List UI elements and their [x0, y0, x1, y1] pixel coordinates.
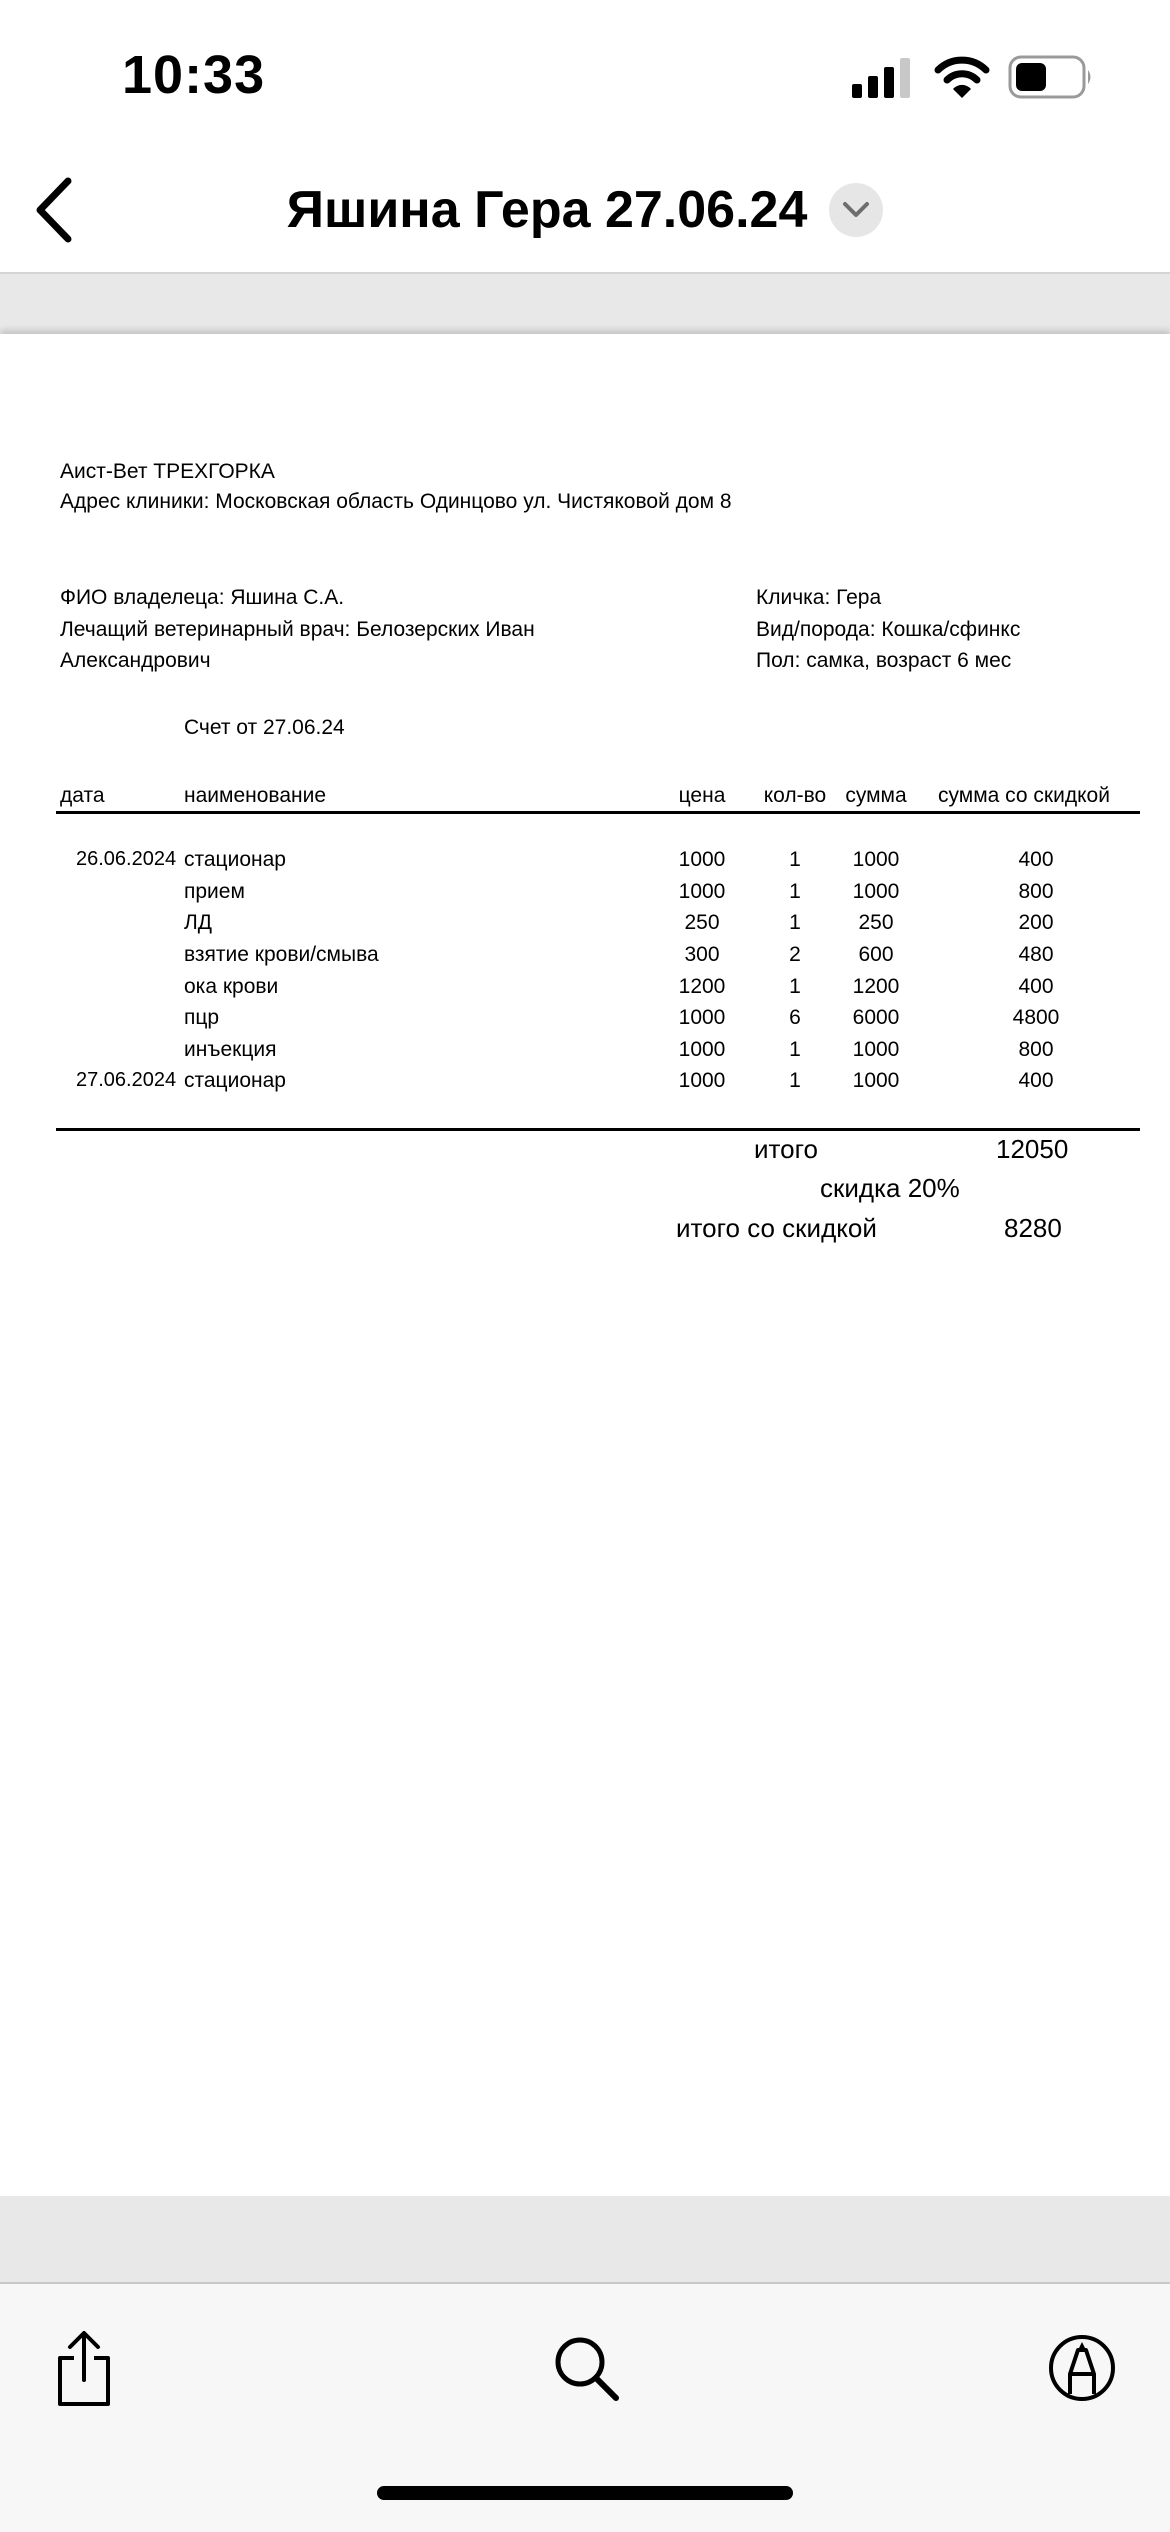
discounted-total-value: 8280	[1004, 1213, 1062, 1243]
row-discounted: 400	[1018, 975, 1054, 998]
discount-label: скидка 20%	[820, 1173, 960, 1203]
row-sum: 250	[858, 911, 894, 934]
row-discounted: 4800	[1012, 1006, 1060, 1029]
search-button[interactable]	[544, 2326, 628, 2410]
markup-pen-icon	[1048, 2334, 1116, 2402]
owner-name: ФИО владелеца: Яшина С.А.	[60, 586, 345, 609]
row-sum: 600	[858, 943, 894, 966]
clinic-name: Аист-Вет ТРЕХГОРКА	[60, 460, 275, 483]
viewer-gutter-top	[0, 274, 1170, 334]
document-page[interactable]	[0, 334, 1170, 2196]
header-price: цена	[678, 784, 726, 807]
row-date: 27.06.2024	[76, 1069, 177, 1091]
row-sum: 1000	[852, 848, 900, 871]
total-label: итого	[754, 1134, 818, 1164]
row-discounted: 400	[1018, 1069, 1054, 1092]
row-price: 1000	[678, 1038, 726, 1061]
row-sum: 1200	[852, 975, 900, 998]
header-qty: кол-во	[763, 784, 827, 807]
row-name: взятие крови/смыва	[184, 943, 379, 966]
table-bottom-rule	[56, 1128, 1140, 1131]
row-qty: 1	[789, 1069, 801, 1092]
row-qty: 1	[789, 911, 801, 934]
viewer-gutter-bottom	[0, 2196, 1170, 2284]
wifi-icon	[934, 54, 990, 100]
row-price: 1000	[678, 848, 726, 871]
row-qty: 1	[789, 1038, 801, 1061]
row-sum: 1000	[852, 880, 900, 903]
row-qty: 6	[789, 1006, 801, 1029]
row-qty: 1	[789, 975, 801, 998]
row-price: 1000	[678, 880, 726, 903]
pet-breed: Вид/порода: Кошка/сфинкс	[756, 618, 1021, 641]
doctor-name-line2: Александрович	[60, 649, 211, 672]
total-value: 12050	[996, 1134, 1069, 1164]
invoice-title: Счет от 27.06.24	[184, 716, 345, 739]
row-price: 250	[684, 911, 720, 934]
header-date: дата	[60, 784, 105, 807]
row-name: пцр	[184, 1006, 220, 1029]
clinic-address: Адрес клиники: Московская область Одинцово ул. Чистяковой дом 8	[60, 490, 732, 513]
header-rule	[56, 811, 1140, 814]
pet-name: Кличка: Гера	[756, 586, 882, 609]
cellular-signal-icon	[852, 58, 914, 98]
row-discounted: 400	[1018, 848, 1054, 871]
row-price: 1000	[678, 1069, 726, 1092]
row-discounted: 200	[1018, 911, 1054, 934]
discounted-total-label: итого со скидкой	[676, 1213, 877, 1243]
title-menu-button[interactable]	[829, 183, 883, 237]
row-discounted: 480	[1018, 943, 1054, 966]
status-bar	[0, 0, 1170, 150]
battery-icon	[1008, 54, 1094, 100]
row-name: ЛД	[184, 911, 213, 934]
navigation-bar	[0, 150, 1170, 274]
nav-title-area	[0, 170, 1170, 250]
row-name: стационар	[184, 848, 286, 871]
status-time: 10:33	[122, 45, 266, 105]
row-qty: 1	[789, 848, 801, 871]
row-price: 1000	[678, 1006, 726, 1029]
search-icon	[552, 2334, 620, 2402]
row-sum: 6000	[852, 1006, 900, 1029]
row-discounted: 800	[1018, 880, 1054, 903]
chevron-down-icon	[842, 201, 870, 219]
doctor-name-line1: Лечащий ветеринарный врач: Белозерских Иван	[60, 618, 535, 641]
share-icon	[52, 2328, 116, 2408]
document-title[interactable]: Яшина Гера 27.06.24	[286, 181, 808, 239]
row-sum: 1000	[852, 1038, 900, 1061]
row-name: инъекция	[184, 1038, 277, 1061]
row-price: 1200	[678, 975, 726, 998]
row-price: 300	[684, 943, 720, 966]
row-sum: 1000	[852, 1069, 900, 1092]
row-name: стационар	[184, 1069, 286, 1092]
header-discounted: сумма со скидкой	[938, 784, 1110, 807]
row-name: ока крови	[184, 975, 279, 998]
row-date: 26.06.2024	[76, 848, 177, 870]
row-discounted: 800	[1018, 1038, 1054, 1061]
pet-sex-age: Пол: самка, возраст 6 мес	[756, 649, 1012, 672]
home-indicator	[377, 2486, 793, 2500]
markup-button[interactable]	[1040, 2326, 1124, 2410]
share-button[interactable]	[42, 2326, 126, 2410]
row-qty: 2	[789, 943, 801, 966]
row-qty: 1	[789, 880, 801, 903]
row-name: прием	[184, 880, 245, 903]
header-sum: сумма	[845, 784, 907, 807]
header-name: наименование	[184, 784, 327, 807]
